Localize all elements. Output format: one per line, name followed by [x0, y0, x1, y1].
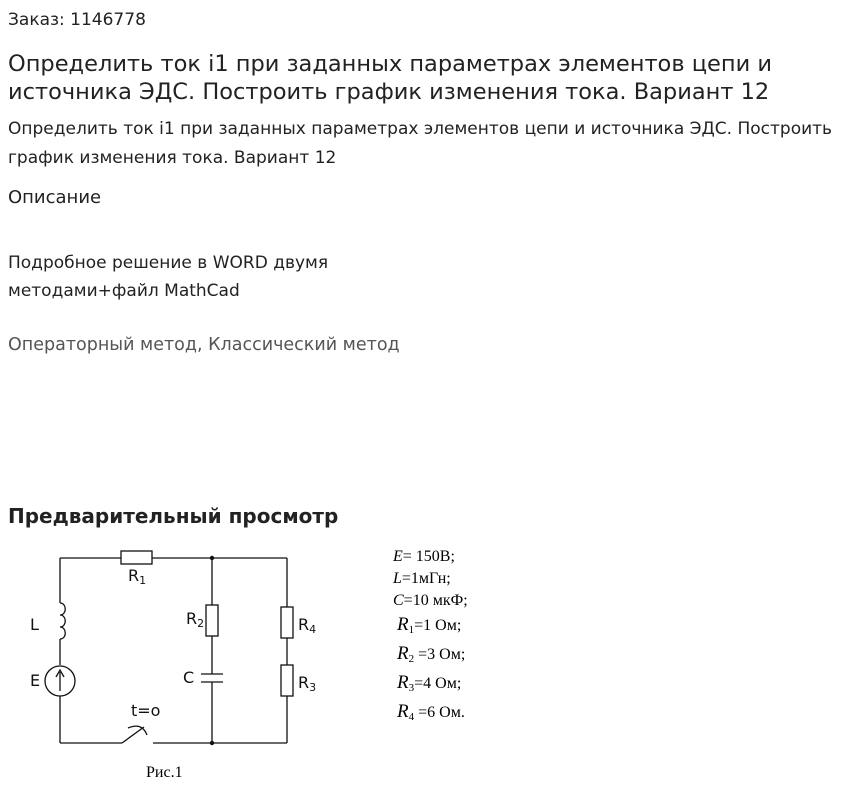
- label-switch: t=o: [131, 701, 161, 720]
- description-body: Подробное решение в WORD двумя методами+файл MathCad: [8, 253, 329, 301]
- param-r4: R4 =6 Ом.: [397, 701, 465, 723]
- label-l: L: [30, 615, 39, 634]
- resistor-r4: [281, 607, 293, 638]
- preview-heading: Предварительный просмотр: [8, 504, 339, 528]
- description-heading: Описание: [8, 187, 102, 208]
- methods-text: Операторный метод, Классический метод: [8, 335, 400, 355]
- circuit-diagram: [45, 551, 293, 743]
- order-number: Заказ: 1146778: [8, 10, 146, 30]
- inductor-l: [60, 603, 65, 639]
- param-r3: R3=4 Ом;: [397, 672, 462, 694]
- label-r1: R1: [128, 566, 147, 587]
- label-e: E: [30, 671, 41, 690]
- page-subtitle: Определить ток i1 при заданных параметрах элементов цепи и источника ЭДС. Построить график изменения тока. Вариант 12: [8, 119, 833, 168]
- switch: [122, 727, 144, 743]
- resistor-r2: [206, 605, 218, 636]
- label-r2: R2: [186, 609, 205, 630]
- param-c: C=10 мкФ;: [393, 592, 468, 609]
- label-c: C: [183, 668, 195, 687]
- label-r3: R3: [298, 673, 317, 694]
- param-r2: R2 =3 Ом;: [397, 643, 466, 665]
- param-e: E= 150В;: [393, 548, 455, 565]
- resistor-r3: [281, 665, 293, 696]
- preview-image: [0, 530, 847, 795]
- param-l: L=1мГн;: [393, 570, 451, 587]
- resistor-r1: [121, 551, 152, 564]
- figure-caption: Рис.1: [146, 764, 183, 781]
- param-r1: R1=1 Ом;: [397, 614, 462, 636]
- page-title: Определить ток i1 при заданных параметрах элементов цепи и источника ЭДС. Построить график изменения тока. Вариант 12: [8, 51, 773, 105]
- label-r4: R4: [298, 615, 317, 636]
